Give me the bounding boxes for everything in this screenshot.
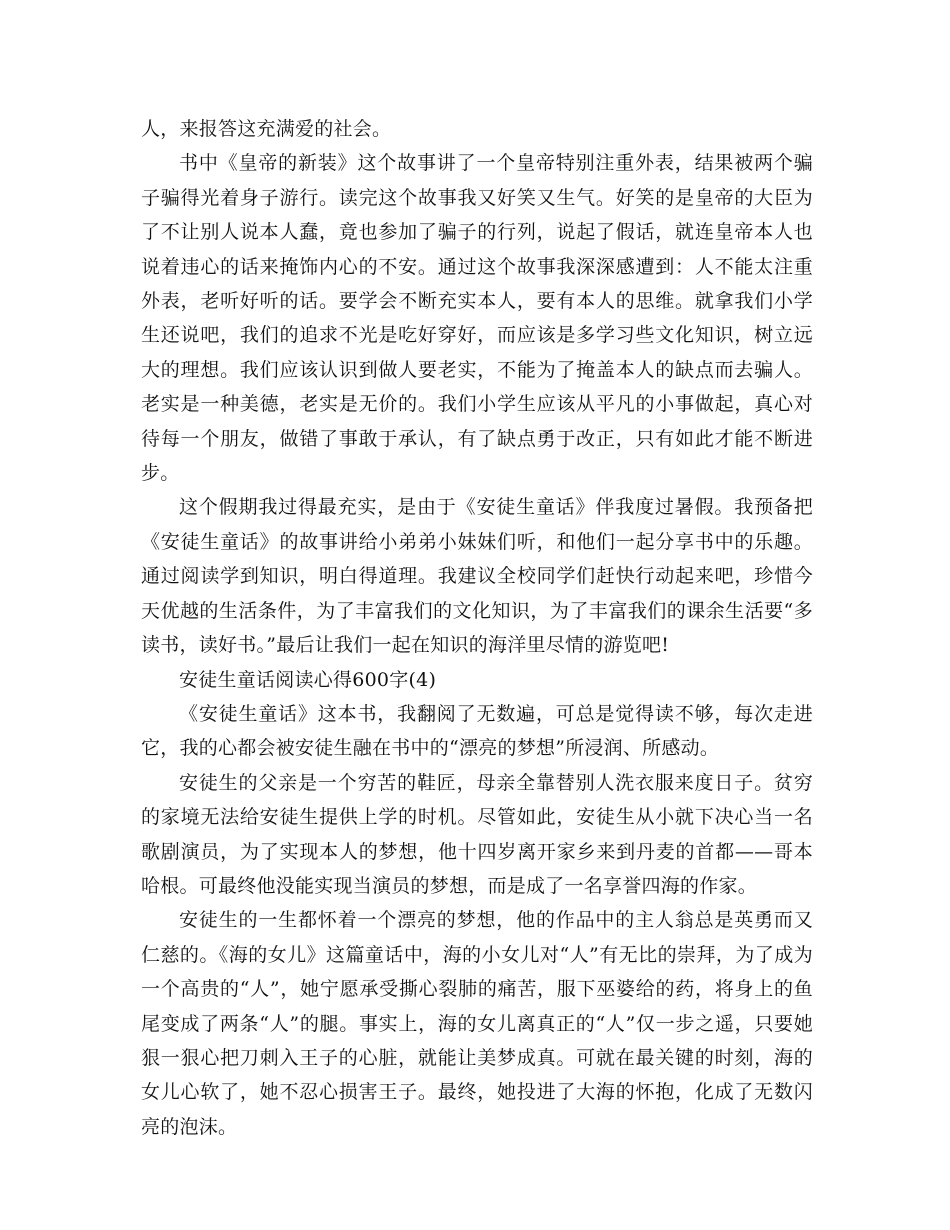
- paragraph-book-intro: 《安徒生童话》这本书，我翻阅了无数遍，可总是觉得读不够，每次走进它，我的心都会被安徒生融在书中的“漂亮的梦想”所浸润、所感动。: [141, 702, 813, 760]
- section-heading: 安徒生童话阅读心得600字(4): [179, 668, 437, 691]
- paragraph-emperor-new-clothes: 书中《皇帝的新装》这个故事讲了一个皇帝特别注重外表，结果被两个骗子骗得光着身子游行。读完这个故事我又好笑又生气。好笑的是皇帝的大臣为了不让别人说本人蠢，竟也参加了骗子的行列，说起了假话，就连皇帝本人也说着违心的话来掩饰内心的不安。通过这个故事我深深感遭到：人不能太注重外表，老听好听的话。要学会不断充实本人，要有本人的思维。就拿我们小学生还说吧，我们的追求不光是吃好穿好，而应该是多学习些文化知识，树立远大的理想。我们应该认识到做人要老实，不能为了掩盖本人的缺点而去骗人。老实是一种美德，老实是无价的。我们小学生应该从平凡的小事做起，真心对待每一个朋友，做错了事敢于承认，有了缺点勇于改正，只有如此才能不断进步。: [141, 152, 813, 485]
- paragraph-summer-vacation: 这个假期我过得最充实，是由于《安徒生童话》伴我度过暑假。我预备把《安徒生童话》的故事讲给小弟弟小妹妹们听，和他们一起分享书中的乐趣。通过阅读学到知识，明白得道理。我建议全校同学们赶快行动起来吧，珍惜今天优越的生活条件，为了丰富我们的文化知识，为了丰富我们的课余生活要“多读书，读好书。”最后让我们一起在知识的海洋里尽情的游览吧!: [141, 496, 813, 657]
- paragraph-continuation: 人，来报答这充满爱的社会。: [141, 118, 392, 140]
- document-page: [141, 112, 813, 1142]
- paragraph-andersen-biography: 安徒生的父亲是一个穷苦的鞋匠，母亲全靠替别人洗衣服来度日子。贫穷的家境无法给安徒生提供上学的时机。尽管如此，安徒生从小就下决心当一名歌剧演员，为了实现本人的梦想，他十四岁离开家乡来到丹麦的首都——哥本哈根。可最终他没能实现当演员的梦想，而是成了一名享誉四海的作家。: [141, 771, 813, 897]
- paragraph-little-mermaid: 安徒生的一生都怀着一个漂亮的梦想，他的作品中的主人翁总是英勇而又仁慈的。《海的女儿》这篇童话中，海的小女儿对“人”有无比的崇拜，为了成为一个高贵的“人”，她宁愿承受撕心裂肺的痛苦，服下巫婆给的药，将身上的鱼尾变成了两条“人”的腿。事实上，海的女儿离真正的“人”仅一步之遥，只要她狠一狠心把刀刺入王子的心脏，就能让美梦成真。可就在最关键的时刻，海的女儿心软了，她不忍心损害王子。最终，她投进了大海的怀抱，化成了无数闪亮的泡沫。: [141, 909, 813, 1138]
